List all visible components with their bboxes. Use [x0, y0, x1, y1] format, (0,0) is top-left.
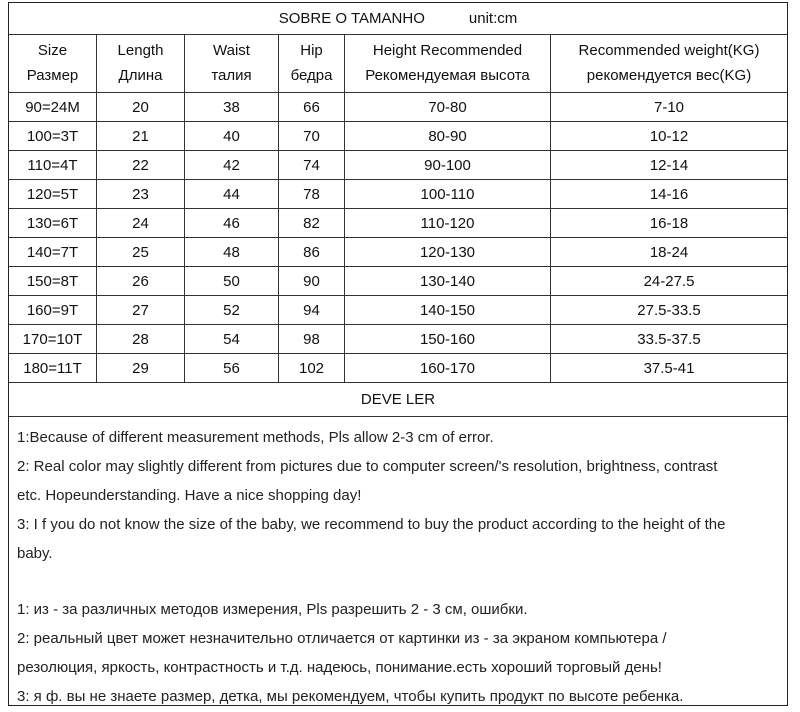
cell-length: 26 [97, 267, 185, 295]
note-ru-line: резолюция, яркость, контрастность и т.д. надеюсь, понимание.есть хороший торговый день! [17, 659, 662, 676]
cell-weight: 7-10 [653, 98, 685, 116]
cell-height: 150-160 [345, 325, 551, 353]
note-en-line: 2: Real color may slightly different from pictures due to computer screen/'s resolution, brightness, contrast [17, 458, 718, 475]
cell-size: 140=7T [9, 238, 97, 266]
cell-hip: 74 [279, 151, 345, 179]
cell-height: 120-130 [345, 238, 551, 266]
cell-waist: 50 [185, 267, 279, 295]
cell-waist: 52 [185, 296, 279, 324]
cell-waist: 40 [185, 122, 279, 150]
cell-size: 110=4T [9, 151, 97, 179]
cell-size: 180=11T [9, 354, 97, 382]
table-row [9, 93, 787, 122]
header-weight [551, 35, 787, 92]
cell-length: 29 [97, 354, 185, 382]
header-hip [279, 35, 345, 92]
table-row [9, 267, 787, 296]
cell-length: 27 [97, 296, 185, 324]
cell-length: 25 [97, 238, 185, 266]
cell-weight: 27.5-33.5 [637, 301, 701, 319]
notes-spacer [17, 568, 783, 595]
details-title-row [9, 383, 787, 417]
cell-weight: 10-12 [649, 127, 689, 145]
header-length-en: Length [117, 41, 164, 59]
cell-waist: 46 [185, 209, 279, 237]
cell-height: 160-170 [345, 354, 551, 382]
cell-waist: 42 [185, 151, 279, 179]
header-weight-ru: рекомендуется вес(KG) [586, 67, 752, 85]
cell-length: 23 [97, 180, 185, 208]
note-ru-line: 2: реальный цвет может незначительно отличается от картинки из - за экраном компьютера / [17, 630, 667, 647]
cell-length: 28 [97, 325, 185, 353]
cell-weight: 18-24 [649, 243, 689, 261]
header-weight-en: Recommended weight(KG) [578, 41, 760, 59]
unit-label: unit:cm [468, 10, 518, 27]
cell-weight: 24-27.5 [643, 272, 695, 290]
note-ru-line: 3: я ф. вы не знаете размер, детка, мы рекомендуем, чтобы купить продукт по высоте ребенка. [17, 688, 684, 705]
size-chart [8, 2, 788, 706]
header-size-en: Size [37, 41, 68, 59]
cell-size: 160=9T [9, 296, 97, 324]
header-length-ru: Длина [118, 67, 163, 85]
cell-hip: 86 [279, 238, 345, 266]
chart-title-row [9, 3, 787, 35]
cell-waist: 44 [185, 180, 279, 208]
cell-size: 170=10T [9, 325, 97, 353]
cell-hip: 94 [279, 296, 345, 324]
header-height [345, 35, 551, 92]
cell-hip: 70 [279, 122, 345, 150]
table-row [9, 180, 787, 209]
cell-weight: 37.5-41 [643, 359, 695, 377]
cell-waist: 54 [185, 325, 279, 353]
cell-hip: 98 [279, 325, 345, 353]
cell-waist: 48 [185, 238, 279, 266]
header-waist-en: Waist [213, 41, 250, 59]
note-en-line: 1:Because of different measurement methods, Pls allow 2-3 cm of error. [17, 429, 494, 446]
cell-size: 100=3T [9, 122, 97, 150]
table-row [9, 354, 787, 383]
cell-waist: 56 [185, 354, 279, 382]
cell-hip: 78 [279, 180, 345, 208]
cell-height: 70-80 [345, 93, 551, 121]
cell-weight: 14-16 [649, 185, 689, 203]
header-height-en: Height Recommended [372, 41, 523, 59]
cell-weight: 12-14 [649, 156, 689, 174]
cell-hip: 66 [279, 93, 345, 121]
note-en-line: etc. Hopeunderstanding. Have a nice shopping day! [17, 487, 362, 504]
cell-height: 90-100 [345, 151, 551, 179]
details-title: DEVE LER [360, 391, 436, 408]
header-hip-en: Hip [300, 41, 323, 59]
header-height-ru: Рекомендуемая высота [365, 67, 530, 85]
cell-height: 130-140 [345, 267, 551, 295]
cell-size: 90=24M [9, 93, 97, 121]
header-hip-ru: бедра [290, 67, 333, 85]
header-waist [185, 35, 279, 92]
cell-height: 80-90 [345, 122, 551, 150]
cell-waist: 38 [185, 93, 279, 121]
cell-height: 110-120 [345, 209, 551, 237]
column-header-row [9, 35, 787, 93]
cell-height: 140-150 [345, 296, 551, 324]
table-row [9, 209, 787, 238]
header-size [9, 35, 97, 92]
header-waist-ru: талия [211, 67, 252, 85]
cell-height: 100-110 [345, 180, 551, 208]
cell-weight: 33.5-37.5 [637, 330, 701, 348]
table-row [9, 151, 787, 180]
notes-section [9, 417, 787, 705]
cell-length: 24 [97, 209, 185, 237]
cell-length: 22 [97, 151, 185, 179]
note-en-line: 3: I f you do not know the size of the baby, we recommend to buy the product according to the height of the [17, 516, 726, 533]
note-ru-line: 1: из - за различных методов измерения, Pls разрешить 2 - 3 см, ошибки. [17, 601, 528, 618]
table-row [9, 238, 787, 267]
cell-hip: 90 [279, 267, 345, 295]
cell-size: 120=5T [9, 180, 97, 208]
cell-size: 150=8T [9, 267, 97, 295]
table-row [9, 325, 787, 354]
note-en-line: baby. [17, 545, 53, 562]
cell-hip: 102 [279, 354, 345, 382]
chart-title-text: SOBRE O TAMANHO [278, 10, 425, 27]
table-row [9, 122, 787, 151]
cell-length: 20 [97, 93, 185, 121]
cell-length: 21 [97, 122, 185, 150]
header-length [97, 35, 185, 92]
table-row [9, 296, 787, 325]
header-size-ru: Размер [26, 67, 79, 85]
cell-hip: 82 [279, 209, 345, 237]
cell-size: 130=6T [9, 209, 97, 237]
chart-title [9, 3, 787, 34]
cell-weight: 16-18 [649, 214, 689, 232]
